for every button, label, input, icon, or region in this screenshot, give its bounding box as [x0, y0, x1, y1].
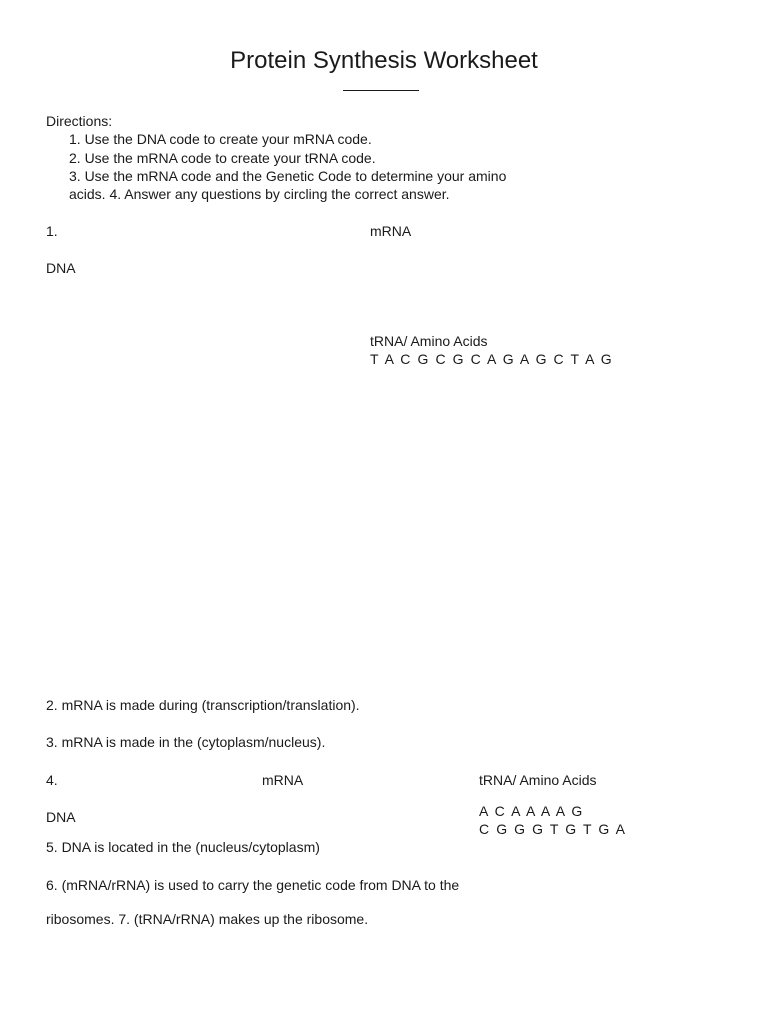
- direction-line: 3. Use the mRNA code and the Genetic Code to determine your amino: [69, 168, 507, 184]
- question-1-mrna-label: mRNA: [370, 223, 412, 239]
- question-4-dna-label: DNA: [46, 809, 76, 825]
- question-4-mrna-label: mRNA: [262, 772, 304, 788]
- question-4-trna-label: tRNA/ Amino Acids: [479, 772, 597, 788]
- worksheet-title: Protein Synthesis Worksheet: [230, 47, 538, 74]
- question-3: 3. mRNA is made in the (cytoplasm/nucleus).: [46, 734, 326, 750]
- question-4-sequence-1: A C A A A A G: [479, 803, 584, 819]
- question-6-7-continuation: ribosomes. 7. (tRNA/rRNA) makes up the ribosome.: [46, 911, 369, 927]
- question-1-dna-label: DNA: [46, 260, 76, 276]
- question-4-number: 4.: [46, 772, 58, 788]
- question-2: 2. mRNA is made during (transcription/translation).: [46, 697, 360, 713]
- direction-line: acids. 4. Answer any questions by circling the correct answer.: [69, 186, 450, 202]
- question-5: 5. DNA is located in the (nucleus/cytoplasm): [46, 839, 320, 855]
- direction-line: 1. Use the DNA code to create your mRNA code.: [69, 131, 372, 147]
- question-4-sequence-2: C G G G T G T G A: [479, 821, 627, 837]
- question-1-dna-sequence: T A C G C G C A G A G C T A G: [370, 351, 614, 367]
- directions-heading: Directions:: [46, 113, 113, 129]
- question-1-number: 1.: [46, 223, 58, 239]
- name-blank-line: [343, 90, 419, 91]
- question-6: 6. (mRNA/rRNA) is used to carry the genetic code from DNA to the: [46, 877, 460, 893]
- question-1-trna-label: tRNA/ Amino Acids: [370, 333, 488, 349]
- direction-line: 2. Use the mRNA code to create your tRNA code.: [69, 150, 376, 166]
